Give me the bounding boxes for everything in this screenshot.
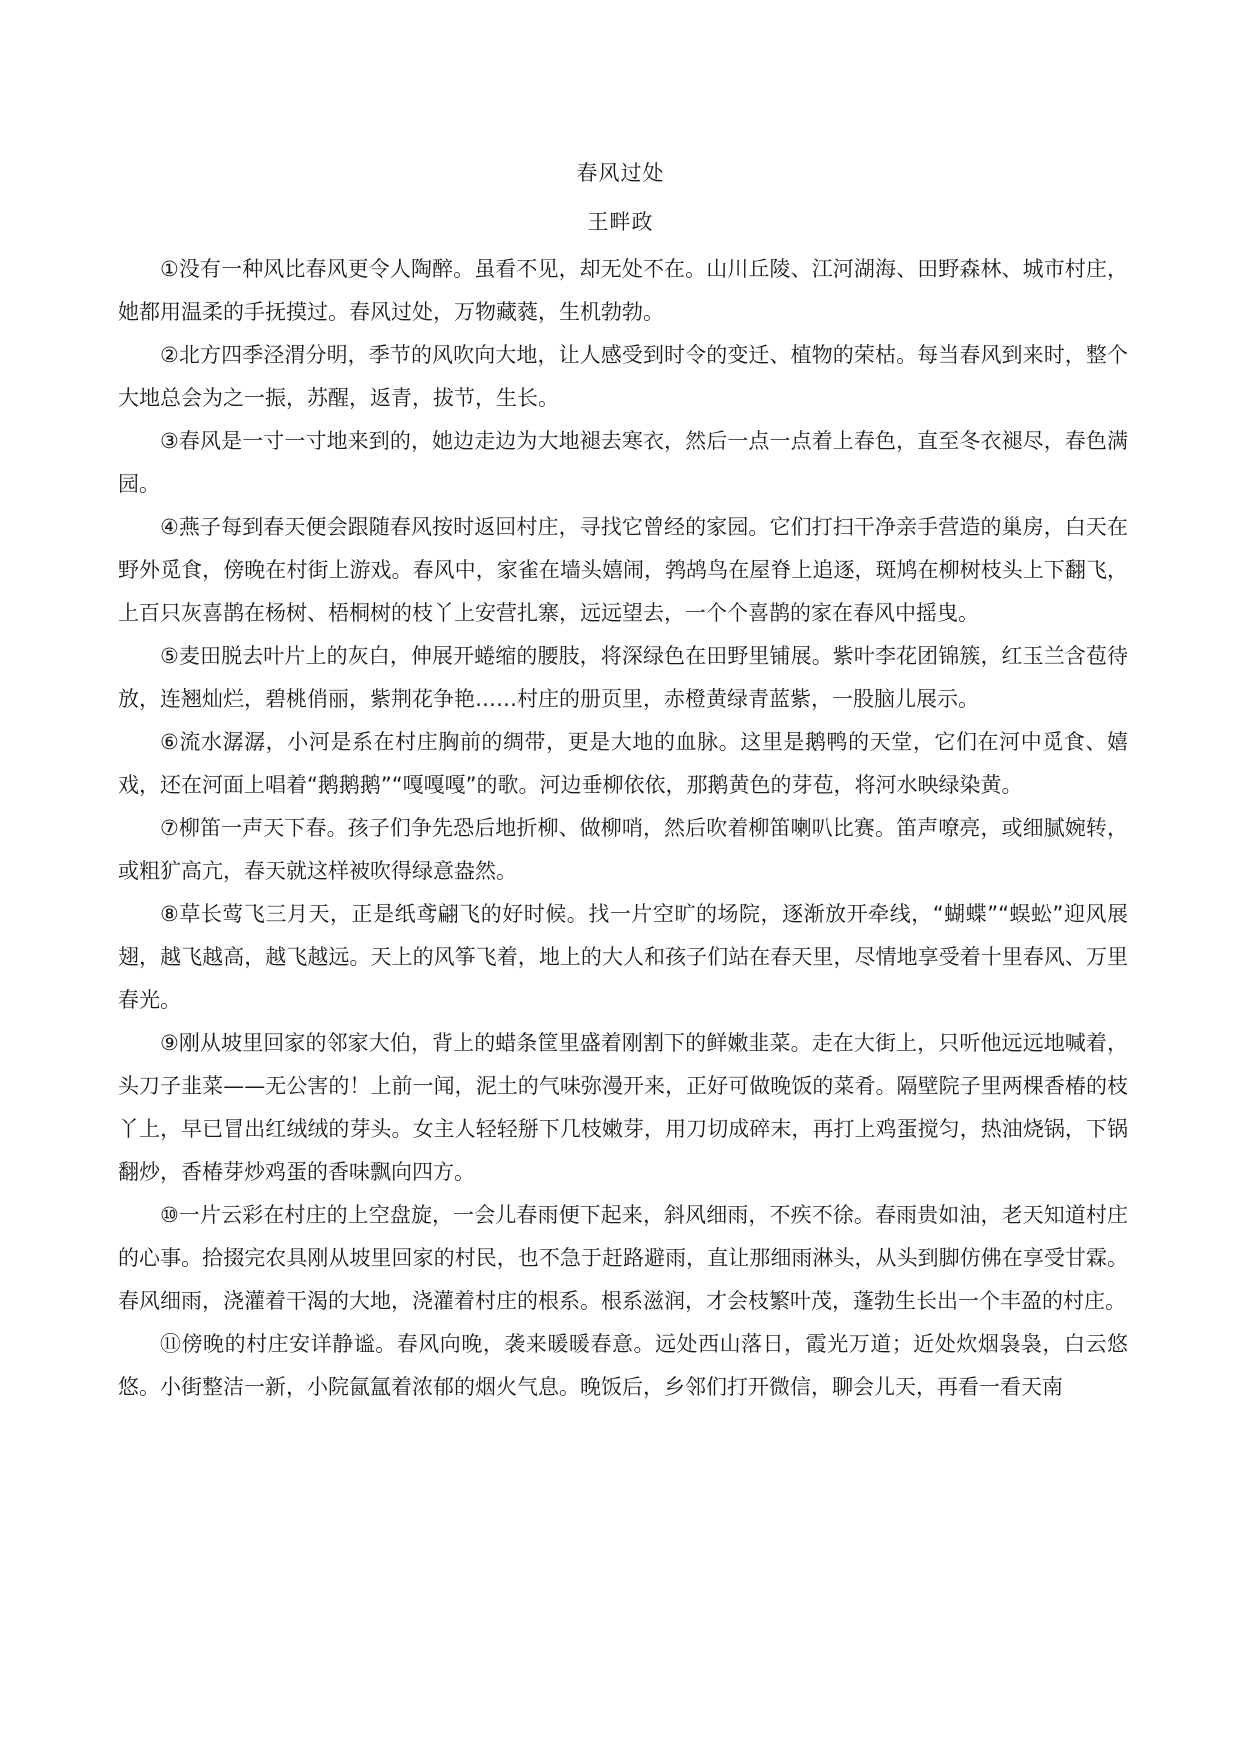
- paragraph-11: ⑪傍晚的村庄安详静谧。春风向晚，袭来暖暖春意。远处西山落日，霞光万道；近处炊烟袅袅，白云悠悠。小街整洁一新，小院氤氲着浓郁的烟火气息。晚饭后，乡邻们打开微信，聊会儿天，再看一看天南: [118, 1332, 1128, 1399]
- paragraph-10: ⑩一片云彩在村庄的上空盘旋，一会儿春雨便下起来，斜风细雨，不疾不徐。春雨贵如油，老天知道村庄的心事。拾掇完农具刚从坡里回家的村民，也不急于赶路避雨，直让那细雨淋头，从头到脚仿佛在享受甘霖。春风细雨，浇灌着干渴的大地，浇灌着村庄的根系。根系滋润，才会枝繁叶茂，蓬勃生长出一个丰盈的村庄。: [118, 1203, 1128, 1313]
- paragraph-8: ⑧草长莺飞三月天，正是纸鸢翩飞的好时候。找一片空旷的场院，逐渐放开牵线，“蝴蝶”“蜈蚣”迎风展翅，越飞越高，越飞越远。天上的风筝飞着，地上的大人和孩子们站在春天里，尽情地享受着十里春风、万里春光。: [118, 902, 1128, 1012]
- paragraph-7: ⑦柳笛一声天下春。孩子们争先恐后地折柳、做柳哨，然后吹着柳笛喇叭比赛。笛声嘹亮，或细腻婉转，或粗犷高亢，春天就这样被吹得绿意盎然。: [118, 816, 1128, 883]
- paragraph-1: ①没有一种风比春风更令人陶醉。虽看不见，却无处不在。山川丘陵、江河湖海、田野森林、城市村庄，她都用温柔的手抚摸过。春风过处，万物藏蕤，生机勃勃。: [118, 257, 1128, 324]
- article-body: [118, 248, 1128, 1409]
- paragraph-4: ④燕子每到春天便会跟随春风按时返回村庄，寻找它曾经的家园。它们打扫干净亲手营造的巢房，白天在野外觅食，傍晚在村街上游戏。春风中，家雀在墙头嬉闹，鹁鸪鸟在屋脊上追逐，斑鸠在柳树枝头上下翻飞，上百只灰喜鹊在杨树、梧桐树的枝丫上安营扎寨，远远望去，一个个喜鹊的家在春风中摇曳。: [118, 515, 1128, 625]
- paragraph-3: ③春风是一寸一寸地来到的，她边走边为大地褪去寒衣，然后一点一点着上春色，直至冬衣褪尽，春色满园。: [118, 429, 1128, 496]
- article-title: 春风过处: [576, 161, 665, 185]
- paragraph-2: ②北方四季泾渭分明，季节的风吹向大地，让人感受到时令的变迁、植物的荣枯。每当春风到来时，整个大地总会为之一振，苏醒，返青，拔节，生长。: [118, 343, 1128, 410]
- paragraph-9: ⑨刚从坡里回家的邻家大伯，背上的蜡条筐里盛着刚割下的鲜嫩韭菜。走在大街上，只听他远远地喊着，头刀子韭菜——无公害的！上前一闻，泥土的气味弥漫开来，正好可做晚饭的菜肴。隔壁院子里两棵香椿的枝丫上，早已冒出红绒绒的芽头。女主人轻轻掰下几枝嫩芽，用刀切成碎末，再打上鸡蛋搅匀，热油烧锅，下锅翻炒，香椿芽炒鸡蛋的香味飘向四方。: [118, 1031, 1128, 1184]
- article-author: 王畔政: [587, 210, 654, 234]
- paragraph-5: ⑤麦田脱去叶片上的灰白，伸展开蜷缩的腰肢，将深绿色在田野里铺展。紫叶李花团锦簇，红玉兰含苞待放，连翘灿烂，碧桃俏丽，紫荆花争艳……村庄的册页里，赤橙黄绿青蓝紫，一股脑儿展示。: [118, 644, 1128, 711]
- paragraph-6: ⑥流水潺潺，小河是系在村庄胸前的绸带，更是大地的血脉。这里是鹅鸭的天堂，它们在河中觅食、嬉戏，还在河面上唱着“鹅鹅鹅”“嘎嘎嘎”的歌。河边垂柳依依，那鹅黄色的芽苞，将河水映绿染黄。: [118, 730, 1128, 797]
